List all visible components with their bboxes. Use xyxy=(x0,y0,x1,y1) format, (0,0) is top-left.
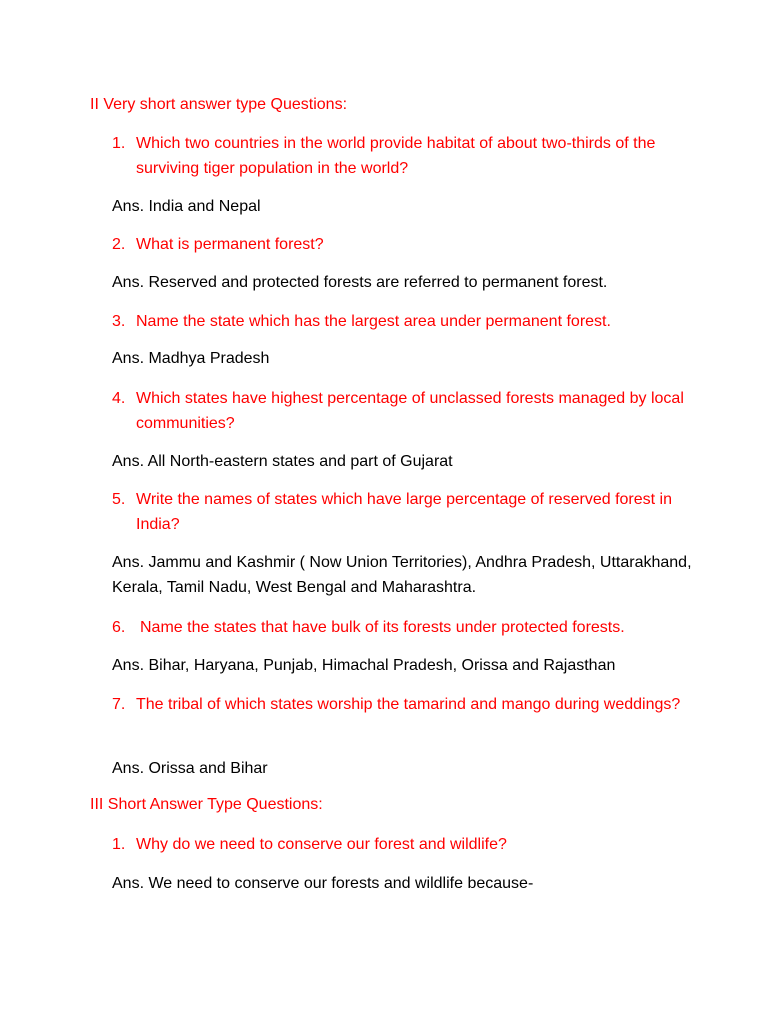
question-number: 1. xyxy=(112,836,126,853)
answer-text: Ans. Bihar, Haryana, Punjab, Himachal Pradesh, Orissa and Rajasthan xyxy=(112,657,616,674)
question-number: 5. xyxy=(112,491,126,508)
answer-text: Ans. Reserved and protected forests are referred to permanent forest. xyxy=(112,274,608,291)
question-text: Which states have highest percentage of unclassed forests managed by local communities? xyxy=(136,390,684,432)
section-heading-short-answer: III Short Answer Type Questions: xyxy=(90,796,323,813)
question-text: Why do we need to conserve our forest and wildlife? xyxy=(136,836,507,853)
question-number: 4. xyxy=(112,390,126,407)
answer-text: Ans. Madhya Pradesh xyxy=(112,350,270,367)
answer-text: Ans. India and Nepal xyxy=(112,198,261,215)
question-text: Name the states that have bulk of its forests under protected forests. xyxy=(140,619,625,636)
answer-text: Ans. Orissa and Bihar xyxy=(112,760,268,777)
question-number: 7. xyxy=(112,696,126,713)
question-number: 2. xyxy=(112,236,126,253)
question-number: 6. xyxy=(112,619,126,636)
question-text: Which two countries in the world provide habitat of about two-thirds of the surviving tiger population in the world? xyxy=(136,135,656,177)
question-number: 3. xyxy=(112,313,126,330)
question-text: Write the names of states which have large percentage of reserved forest in India? xyxy=(136,491,672,533)
question-number: 1. xyxy=(112,135,126,152)
question-text: What is permanent forest? xyxy=(136,236,324,253)
section-heading-very-short: II Very short answer type Questions: xyxy=(90,96,348,113)
answer-text: Ans. Jammu and Kashmir ( Now Union Territories), Andhra Pradesh, Uttarakhand, Kerala, Tamil Nadu, West Bengal and Maharashtra. xyxy=(112,554,692,596)
question-text: The tribal of which states worship the tamarind and mango during weddings? xyxy=(136,696,681,713)
question-text: Name the state which has the largest area under permanent forest. xyxy=(136,313,611,330)
answer-text: Ans. We need to conserve our forests and wildlife because- xyxy=(112,875,534,892)
answer-text: Ans. All North-eastern states and part of Gujarat xyxy=(112,453,453,470)
